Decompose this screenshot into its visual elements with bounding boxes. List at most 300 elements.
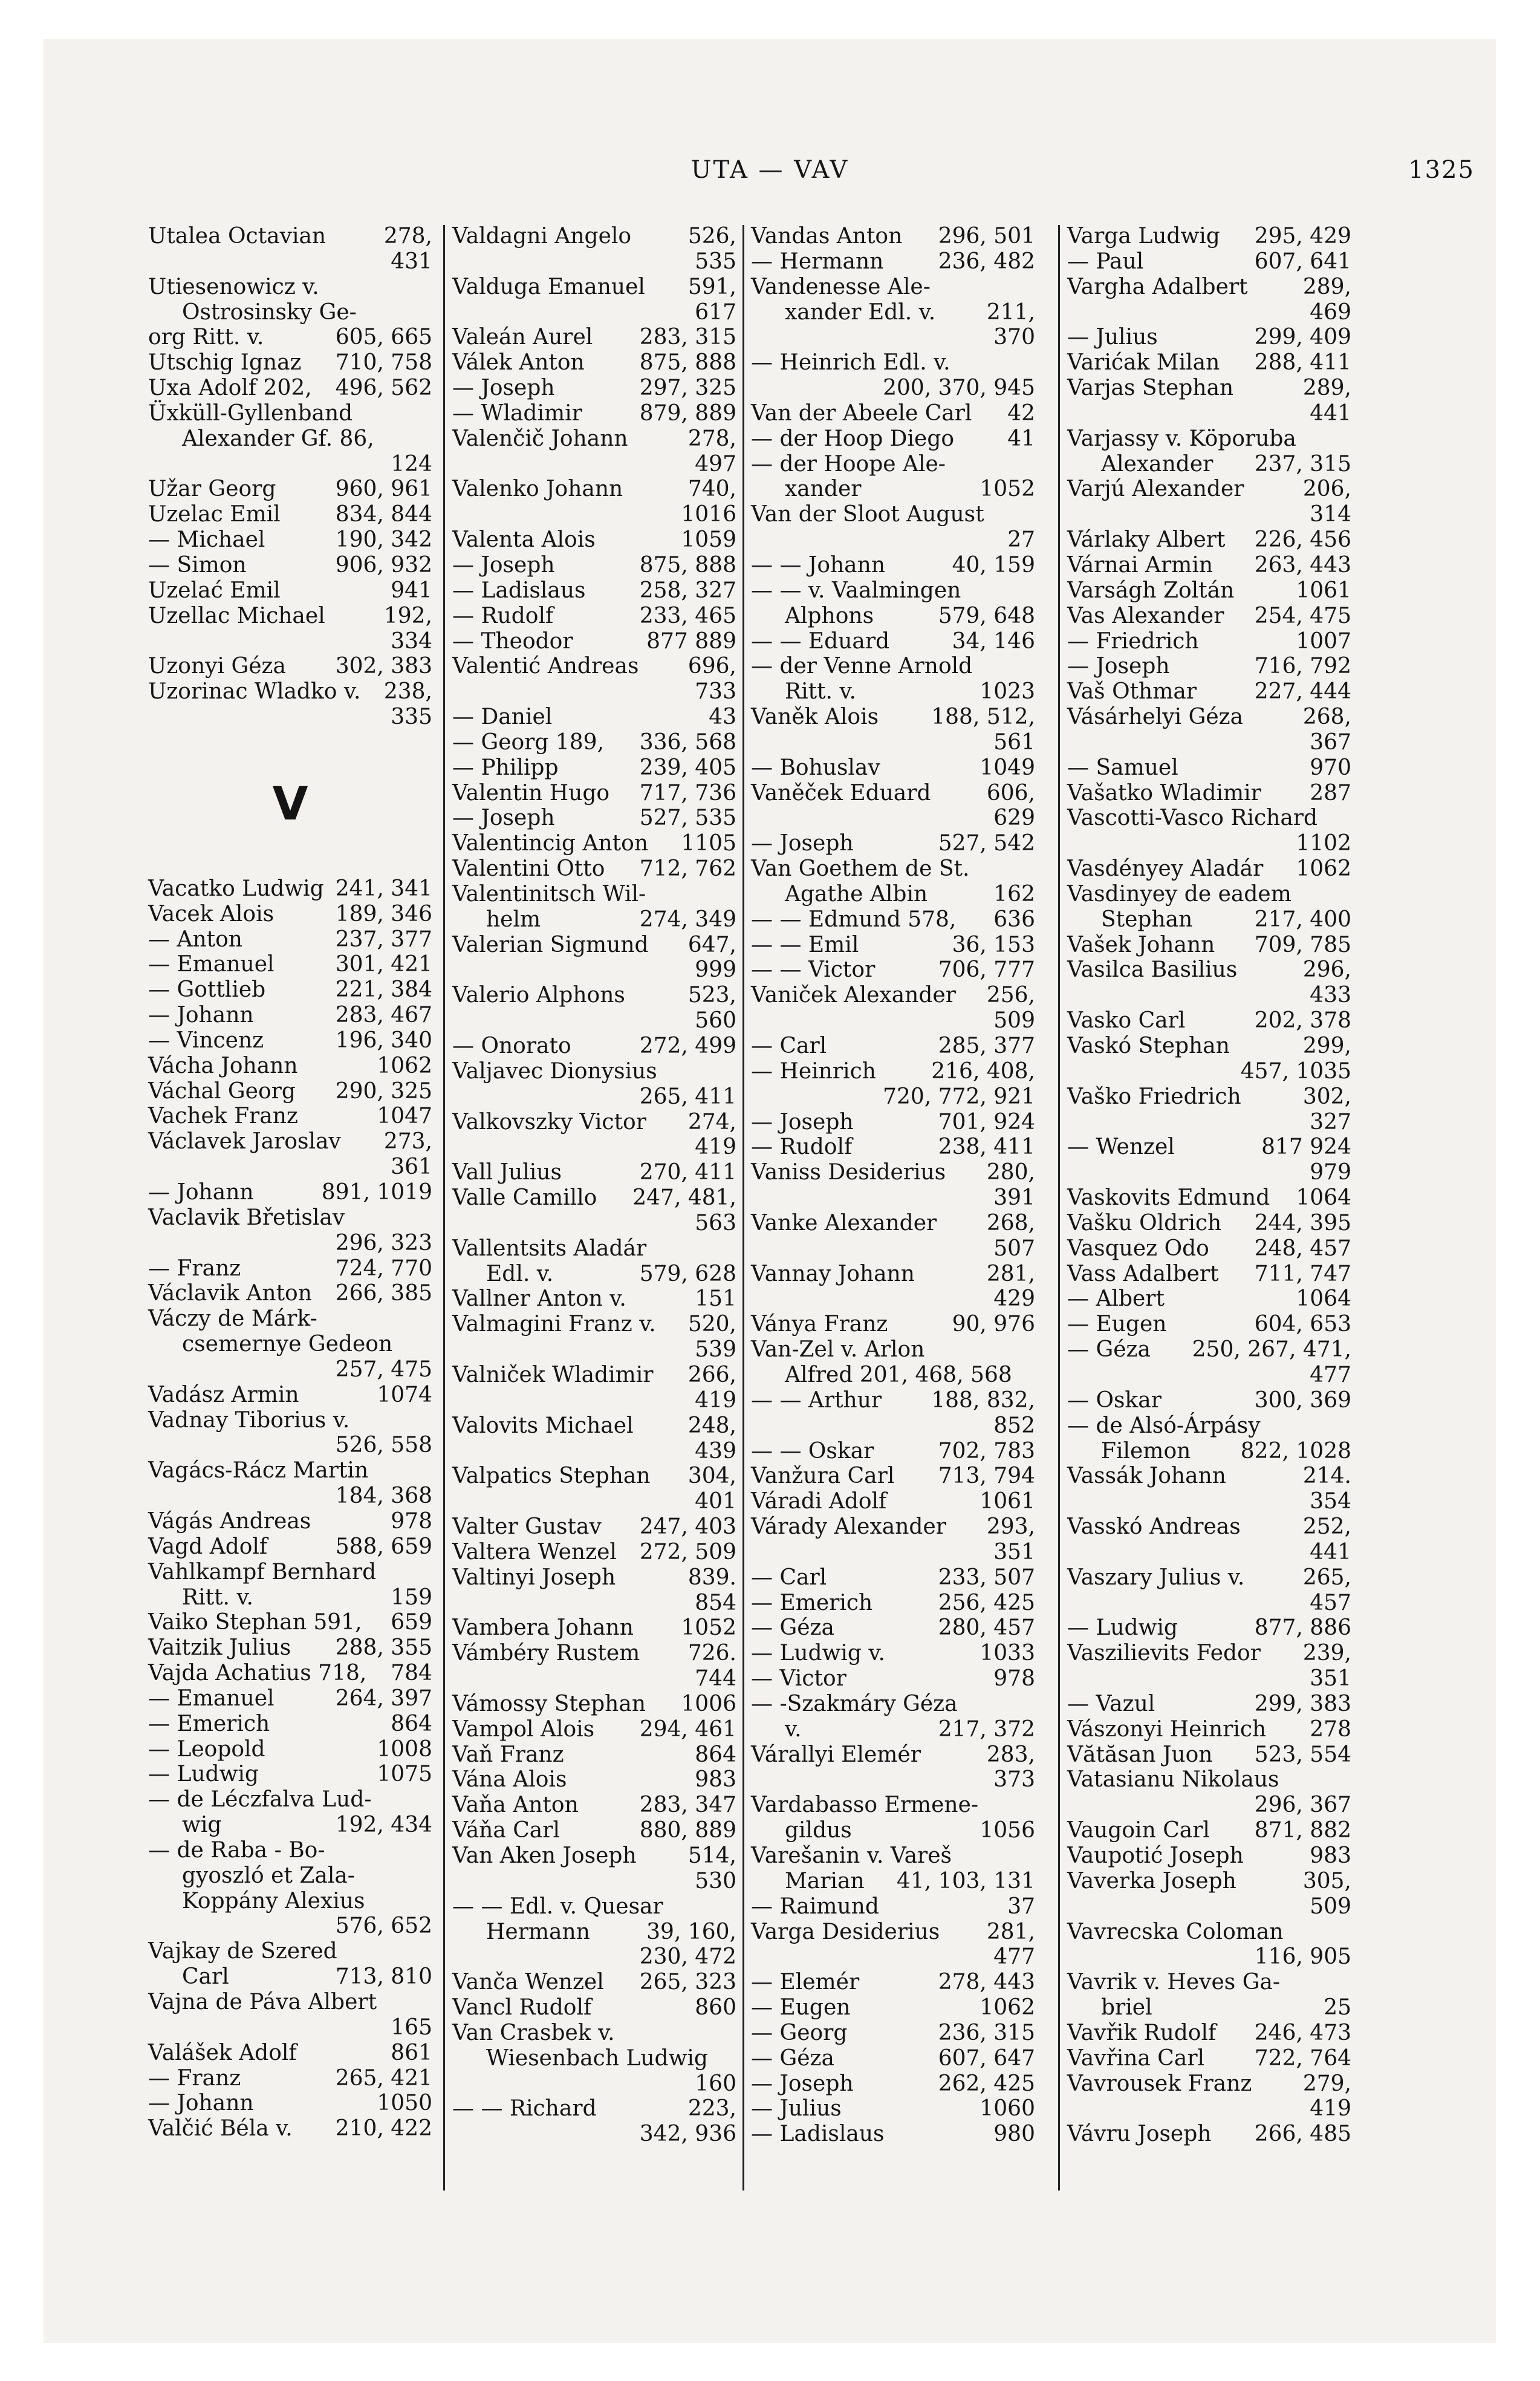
index-entry	[751, 224, 1035, 249]
entry-pages: 864	[391, 1711, 432, 1736]
entry-continuation-pages: 539	[695, 1337, 736, 1363]
index-entry	[1067, 679, 1351, 705]
entry-name: Vasko Carl	[1067, 1008, 1186, 1034]
entry-pages: 983	[695, 1767, 736, 1793]
index-entry	[148, 376, 432, 401]
entry-continuation	[452, 907, 736, 933]
index-entry	[751, 1692, 1035, 1717]
entry-continuation-text: Hermann	[486, 1919, 590, 1944]
entry-pages: 296, 501	[938, 224, 1035, 249]
entry-continuation	[1067, 1995, 1351, 2021]
entry-pages: 520,	[687, 1312, 736, 1337]
entry-pages: 294, 461	[639, 1716, 736, 1742]
entry-continuation-pages: 373	[993, 1767, 1035, 1793]
entry-pages: 223,	[687, 2096, 736, 2122]
entry-name: Vallner Anton v.	[452, 1286, 626, 1312]
entry-name: Vaniček Alexander	[751, 983, 956, 1008]
entry-continuation	[452, 2046, 736, 2071]
index-entry	[148, 1129, 432, 1155]
entry-pages: 1062	[980, 1995, 1035, 2021]
entry-name: Várallyi Elemér	[751, 1742, 921, 1767]
index-entry	[751, 1615, 1035, 1641]
index-entry	[1067, 629, 1351, 654]
entry-pages: 1052	[681, 1615, 736, 1641]
entry-name: Václavik Anton	[148, 1281, 312, 1306]
entry-continuation	[1067, 907, 1351, 933]
entry-pages: 214.	[1302, 1464, 1351, 1489]
entry-name: — Heinrich Edl. v.	[751, 350, 950, 376]
entry-continuation-pages: 441	[1310, 1539, 1351, 1565]
entry-continuation-pages: 477	[993, 1944, 1035, 1970]
index-entry	[1067, 1262, 1351, 1287]
entry-continuation-text: Alexander	[1101, 451, 1213, 477]
entry-pages: 1074	[377, 1382, 432, 1407]
entry-pages: 1105	[681, 831, 736, 856]
entry-name: org Ritt. v.	[148, 325, 264, 350]
entry-name: — — Eduard	[751, 628, 890, 654]
entry-name: Vass Adalbert	[1067, 1261, 1219, 1286]
entry-name: Vaš Othmar	[1067, 679, 1197, 705]
entry-continuation-text: Koppány Alexius	[182, 1888, 365, 1914]
entry-name: Vasilca Basilius	[1067, 957, 1238, 983]
entry-continuation	[751, 679, 1035, 705]
entry-pages: 272, 509	[639, 1539, 736, 1565]
entry-continuation	[148, 300, 432, 325]
entry-continuation-pages: 27	[1007, 527, 1035, 553]
entry-name: — Leopold	[148, 1736, 265, 1762]
index-entry	[751, 654, 1035, 679]
entry-name: Üxküll-Gyllenband	[148, 400, 353, 426]
entry-name: Vajkay de Szered	[148, 1939, 337, 1964]
entry-continuation-pages: 441	[1310, 400, 1351, 426]
index-entry	[1067, 1337, 1351, 1363]
entry-pages: 784	[391, 1661, 432, 1686]
entry-name: — Albert	[1067, 1286, 1165, 1312]
index-entry	[751, 1843, 1035, 1869]
entry-pages: 514,	[687, 1843, 736, 1868]
index-entry	[1067, 1236, 1351, 1262]
entry-pages: 1061	[1296, 578, 1351, 603]
entry-pages: 1047	[377, 1104, 432, 1129]
index-entry	[148, 654, 432, 679]
entry-pages: 978	[391, 1508, 432, 1534]
entry-name: Vasskó Andreas	[1067, 1514, 1241, 1540]
entry-name: Vanke Alexander	[751, 1210, 937, 1236]
index-entry	[751, 350, 1035, 376]
entry-continuation	[751, 300, 1035, 325]
entry-pages: 41, 103, 131	[896, 1868, 1035, 1894]
entry-name: Vavrecska Coloman	[1067, 1919, 1284, 1944]
index-entry	[1067, 1565, 1351, 1591]
index-entry	[452, 1514, 736, 1540]
entry-name: Vaugoin Carl	[1067, 1818, 1210, 1843]
index-entry	[1067, 1413, 1351, 1439]
entry-pages: 1060	[980, 2096, 1035, 2122]
entry-name: — Rudolf	[751, 1135, 853, 1160]
entry-continuation-pages: 744	[695, 1666, 736, 1692]
entry-pages: 266, 485	[1254, 2122, 1351, 2147]
entry-name: Vavrousek Franz	[1067, 2071, 1252, 2096]
entry-name: — Theodor	[452, 628, 573, 654]
entry-pages: 189, 346	[335, 901, 432, 927]
index-entry	[1067, 957, 1351, 983]
entry-pages: 712, 762	[639, 856, 736, 882]
index-column-1	[148, 224, 432, 2195]
index-entry	[751, 1666, 1035, 1692]
index-entry	[148, 876, 432, 902]
entry-name: Vadnay Tiborius v.	[148, 1407, 350, 1433]
index-entry	[751, 957, 1035, 983]
entry-name: Valášek Adolf	[148, 2040, 297, 2065]
index-entry	[148, 1610, 432, 1635]
index-entry	[452, 1894, 736, 1920]
entry-pages: 247, 481,	[632, 1185, 736, 1211]
entry-pages: 239,	[1302, 1641, 1351, 1666]
entry-name: Varešanin v. Vareš	[751, 1843, 952, 1868]
page-title: UTA — VAV	[690, 156, 850, 184]
index-entry	[452, 1363, 736, 1388]
entry-name: Vas Alexander	[1067, 603, 1224, 628]
index-column-4	[1067, 224, 1351, 2195]
entry-pages: 283, 347	[639, 1793, 736, 1818]
entry-pages: 151	[695, 1286, 736, 1312]
entry-pages: 216, 408,	[931, 1058, 1035, 1084]
entry-pages: 278	[1310, 1716, 1351, 1742]
entry-continuation-text: helm	[486, 907, 541, 932]
entry-pages: 159	[391, 1585, 432, 1610]
index-entry	[1067, 2071, 1351, 2097]
entry-continuation	[751, 1717, 1035, 1742]
entry-name: — Wladimir	[452, 400, 582, 426]
index-entry	[1067, 1692, 1351, 1717]
entry-continuation-text: gyoszló et Zala-	[182, 1863, 355, 1888]
entry-pages: 41	[1007, 426, 1035, 451]
entry-continuation-text: Alexander Gf. 86,	[182, 426, 374, 451]
entry-name: Varjú Alexander	[1067, 477, 1244, 502]
index-entry	[1067, 477, 1351, 502]
index-entry	[452, 578, 736, 604]
entry-continuation-pages: 477	[1310, 1362, 1351, 1387]
entry-continuation-pages: 457, 1035	[1240, 1058, 1351, 1084]
entry-name: Vána Alois	[452, 1767, 567, 1793]
index-entry	[751, 1742, 1035, 1768]
entry-pages: 709, 785	[1254, 932, 1351, 957]
entry-name: Vámbéry Rustem	[452, 1641, 640, 1666]
entry-name: Vászonyi Heinrich	[1067, 1716, 1267, 1742]
index-column-3	[751, 224, 1035, 2195]
entry-name: Valduga Emanuel	[452, 274, 645, 299]
entry-pages: 217, 400	[1254, 907, 1351, 932]
index-entry	[452, 1236, 736, 1262]
entry-continuation	[148, 1332, 432, 1357]
entry-pages: 604, 653	[1254, 1312, 1351, 1337]
index-entry	[751, 1995, 1035, 2021]
entry-name: — Carl	[751, 1034, 827, 1058]
entry-name: Valentinitsch Wil-	[452, 881, 646, 907]
entry-pages: 288, 355	[335, 1635, 432, 1661]
entry-pages: 265, 323	[639, 1970, 736, 1995]
index-entry	[751, 426, 1035, 452]
entry-name: Vaszary Julius v.	[1067, 1565, 1245, 1590]
index-entry	[1067, 1312, 1351, 1337]
entry-name: Valdagni Angelo	[452, 224, 632, 249]
entry-continuation	[148, 1964, 432, 1990]
entry-continuation-pages: 507	[993, 1236, 1035, 1261]
entry-name: — Oskar	[1067, 1387, 1161, 1413]
entry-name: — Ludwig	[1067, 1615, 1178, 1641]
entry-name: — de Raba - Bo-	[148, 1837, 325, 1863]
entry-continuation-pages: 351	[1310, 1666, 1351, 1692]
index-entry	[1067, 527, 1351, 553]
entry-name: — Daniel	[452, 705, 553, 730]
entry-name: — Géza	[751, 2045, 834, 2071]
index-entry	[1067, 1464, 1351, 1489]
entry-continuation	[751, 882, 1035, 907]
entry-name: Vágás Andreas	[148, 1508, 311, 1534]
entry-name: Uzonyi Géza	[148, 654, 286, 679]
section-letter: V	[272, 776, 308, 830]
entry-name: — Eugen	[751, 1995, 851, 2021]
entry-name: Valeán Aurel	[452, 325, 593, 350]
entry-name: Vašku Oldrich	[1067, 1210, 1222, 1236]
entry-pages: 822, 1028	[1240, 1438, 1351, 1464]
index-entry	[751, 705, 1035, 730]
index-entry	[148, 1306, 432, 1332]
entry-name: Varjas Stephan	[1067, 376, 1234, 401]
entry-name: Valentini Otto	[452, 856, 605, 882]
entry-pages: 211,	[986, 299, 1035, 325]
entry-name: — Vazul	[1067, 1691, 1155, 1716]
index-entry	[452, 1717, 736, 1742]
entry-name: Vaniss Desiderius	[751, 1160, 946, 1185]
entry-pages: 274,	[687, 1109, 736, 1135]
index-entry	[1067, 1185, 1351, 1211]
entry-pages: 265,	[1302, 1565, 1351, 1590]
entry-name: Užar Georg	[148, 477, 276, 502]
index-entry	[148, 1054, 432, 1079]
entry-name: — -Szakmáry Géza	[751, 1691, 958, 1716]
entry-name: Ványa Franz	[751, 1312, 888, 1337]
entry-name: Vasdényey Aladár	[1067, 856, 1264, 882]
index-entry	[751, 1641, 1035, 1666]
index-entry	[452, 730, 736, 755]
entry-name: — Hermann	[751, 249, 884, 274]
entry-name: — Friedrich	[1067, 628, 1199, 654]
entry-name: — Ladislaus	[751, 2122, 885, 2147]
entry-pages: 272, 499	[639, 1034, 736, 1058]
entry-pages: 237, 377	[335, 927, 432, 952]
entry-name: Vašatko Wladimir	[1067, 780, 1261, 806]
index-entry	[452, 882, 736, 907]
entry-pages: 839.	[687, 1565, 736, 1590]
index-entry	[751, 755, 1035, 781]
index-entry	[148, 1787, 432, 1813]
entry-pages: 724, 770	[335, 1256, 432, 1281]
entry-name: — de Léczfalva Lud-	[148, 1787, 372, 1813]
entry-name: Uzelać Emil	[148, 578, 281, 603]
entry-pages: 206,	[1302, 477, 1351, 502]
entry-pages: 877 889	[646, 628, 736, 654]
entry-name: Valniček Wladimir	[452, 1362, 654, 1387]
entry-name: Valle Camillo	[452, 1185, 597, 1211]
index-entry	[452, 705, 736, 730]
entry-pages: 1056	[980, 1818, 1035, 1843]
entry-name: — Joseph	[452, 806, 555, 831]
entry-pages: 980	[993, 2122, 1035, 2147]
entry-name: Válek Anton	[452, 350, 585, 376]
index-entry	[452, 1034, 736, 1059]
entry-name: — — Johann	[751, 552, 886, 578]
index-entry	[452, 2021, 736, 2046]
entry-continuation-pages: 979	[1310, 1160, 1351, 1185]
index-entry	[148, 1256, 432, 1282]
entry-continuation-text: csemernye Gedeon	[182, 1332, 393, 1357]
entry-pages: 607, 641	[1254, 249, 1351, 274]
entry-continuation-pages: 530	[695, 1868, 736, 1894]
column-divider	[742, 225, 744, 2190]
entry-name: Valentin Hugo	[452, 780, 610, 806]
entry-name: — — Emil	[751, 932, 859, 957]
entry-pages: 978	[993, 1666, 1035, 1692]
entry-name: Varjassy v. Köporuba	[1067, 426, 1296, 451]
entry-pages: 43	[709, 705, 736, 730]
entry-name: Vascotti-Vasco Richard	[1067, 806, 1318, 831]
entry-pages: 817 924	[1261, 1135, 1351, 1160]
index-entry	[148, 1838, 432, 1863]
column-divider	[1058, 225, 1060, 2190]
entry-name: — de Alsó-Árpásy	[1067, 1413, 1261, 1438]
index-entry	[751, 1920, 1035, 1945]
entry-continuation	[1067, 452, 1351, 477]
entry-name: Valovits Michael	[452, 1413, 634, 1438]
entry-name: — Franz	[148, 1256, 241, 1281]
entry-name: — Onorato	[452, 1034, 571, 1058]
entry-pages: 36, 153	[952, 932, 1035, 957]
entry-name: Valenta Alois	[452, 527, 596, 553]
entry-pages: 706, 777	[938, 957, 1035, 983]
index-entry	[452, 629, 736, 654]
entry-pages: 236, 482	[938, 249, 1035, 274]
entry-pages: 42	[1007, 400, 1035, 426]
entry-pages: 217, 372	[938, 1716, 1035, 1742]
entry-pages: 702, 783	[938, 1438, 1035, 1464]
entry-pages: 496, 562	[335, 376, 432, 401]
index-entry	[1067, 1211, 1351, 1236]
index-entry	[148, 1762, 432, 1787]
entry-pages: 713, 794	[938, 1464, 1035, 1489]
entry-name: — der Hoope Ale-	[751, 451, 946, 477]
entry-pages: 227, 444	[1254, 679, 1351, 705]
entry-name: — Raimund	[751, 1894, 879, 1919]
index-entry	[751, 1388, 1035, 1413]
entry-name: — Ludwig	[148, 1762, 259, 1787]
entry-pages: 34, 146	[952, 628, 1035, 654]
entry-pages: 233, 465	[639, 603, 736, 628]
entry-name: — Rudolf	[452, 603, 554, 628]
entry-continuation-text: Carl	[182, 1964, 229, 1990]
entry-name: Utiesenowicz v.	[148, 274, 319, 299]
index-entry	[1067, 705, 1351, 730]
entry-name: Varga Ludwig	[1067, 224, 1220, 249]
entry-name: Vall Julius	[452, 1160, 562, 1185]
index-entry	[1067, 350, 1351, 376]
index-entry	[452, 604, 736, 629]
entry-continuation-pages: 401	[695, 1489, 736, 1514]
entry-pages: 875, 888	[639, 350, 736, 376]
entry-name: Vavrik v. Heves Ga-	[1067, 1970, 1281, 1995]
index-entry	[148, 2066, 432, 2091]
entry-continuation-pages: 265, 411	[639, 1084, 736, 1109]
index-entry	[452, 426, 736, 452]
entry-name: Vácha Johann	[148, 1053, 298, 1078]
index-entry	[751, 1793, 1035, 1818]
entry-name: Vagács-Rácz Martin	[148, 1458, 369, 1484]
entry-pages: 226, 456	[1254, 527, 1351, 553]
index-entry	[452, 1312, 736, 1337]
index-entry	[1067, 1008, 1351, 1034]
index-entry	[148, 1939, 432, 1964]
entry-name: Utalea Octavian	[148, 224, 327, 249]
index-entry	[452, 1692, 736, 1717]
index-entry	[148, 1408, 432, 1433]
entry-name: Vandenesse Ale-	[751, 274, 931, 299]
entry-name: — Joseph	[751, 831, 854, 856]
index-entry	[148, 1990, 432, 2015]
entry-continuation-pages: 200, 370, 945	[883, 376, 1035, 401]
entry-name: Valčić Béla v.	[148, 2116, 293, 2142]
index-entry	[751, 2071, 1035, 2097]
entry-name: Van der Abeele Carl	[751, 400, 972, 426]
entry-pages: 523, 554	[1254, 1742, 1351, 1767]
index-entry	[452, 1110, 736, 1135]
entry-continuation-pages: 370	[993, 325, 1035, 350]
entry-continuation-text: Stephan	[1101, 907, 1193, 932]
index-entry	[751, 983, 1035, 1008]
entry-name: Valpatics Stephan	[452, 1464, 651, 1489]
entry-name: — — Arthur	[751, 1387, 882, 1413]
entry-name: — Joseph	[452, 376, 555, 401]
entry-pages: 266,	[687, 1362, 736, 1387]
entry-continuation-pages: 429	[993, 1286, 1035, 1312]
entry-continuation-pages: 230, 472	[639, 1944, 736, 1970]
entry-name: Vaitzik Julius	[148, 1635, 291, 1661]
entry-continuation-pages: 367	[1310, 729, 1351, 755]
entry-name: Varićak Milan	[1067, 350, 1220, 376]
entry-name: — — Victor	[751, 957, 876, 983]
entry-name: — Joseph	[1067, 654, 1170, 679]
entry-name: Valmagini Franz v.	[452, 1312, 656, 1337]
entry-pages: 1062	[1296, 856, 1351, 882]
entry-pages: 605, 665	[335, 325, 432, 350]
entry-name: — Emanuel	[148, 952, 275, 977]
entry-pages: 287	[1310, 780, 1351, 806]
entry-pages: 527, 535	[639, 806, 736, 831]
entry-pages: 302,	[1302, 1084, 1351, 1109]
entry-pages: 188, 832,	[931, 1387, 1035, 1413]
index-entry	[751, 1160, 1035, 1185]
entry-pages: 1007	[1296, 628, 1351, 654]
index-entry	[751, 1970, 1035, 1995]
index-entry	[148, 1737, 432, 1762]
entry-name: — — Edl. v. Quesar	[452, 1894, 663, 1919]
entry-pages: 880, 889	[639, 1818, 736, 1843]
entry-pages: 1064	[1296, 1185, 1351, 1211]
entry-pages: 241, 341	[335, 876, 432, 901]
entry-pages: 280,	[986, 1160, 1035, 1185]
entry-pages: 1061	[980, 1489, 1035, 1514]
entry-continuation-pages: 296, 367	[1254, 1793, 1351, 1818]
entry-pages: 336, 568	[639, 729, 736, 755]
